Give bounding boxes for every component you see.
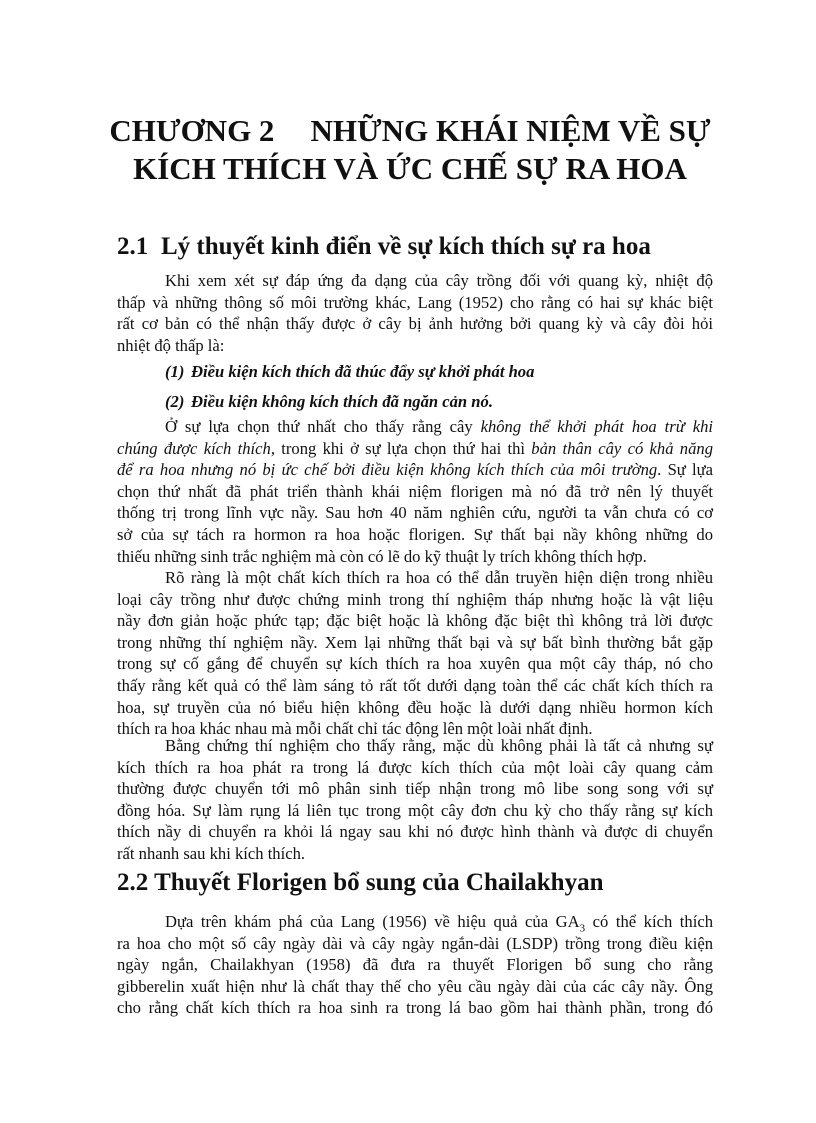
text-line: cho rằng chất kích thích ra hoa sinh ra trong lá bao gồm hai thành phần, trong đó bbox=[117, 998, 713, 1018]
paragraph-1 bbox=[117, 270, 713, 356]
text-line: thấy rằng kết quả có thể làm sáng tỏ rất tốt dưới dạng toàn thể các chất kích thích ra bbox=[117, 675, 713, 695]
text-line: hoa, sự truyền của nó biểu hiện không đều hoặc là dưới dạng nhiều hormon kích bbox=[117, 697, 713, 717]
text-line: thường được chuyển tới mô phân sinh tiếp nhận trong mô libe song song với sự bbox=[117, 779, 713, 799]
text-line: Bằng chứng thí nghiệm cho thấy rằng, mặc dù không phải là tất cả nhưng sự bbox=[165, 736, 713, 755]
text-line: loại cây trồng như được chứng minh trong thí nghiệm tháp nhưng hoặc là vật liệu bbox=[117, 589, 713, 609]
paragraph-4 bbox=[117, 735, 713, 865]
text-line: trong những thí nghiệm nầy. Xem lại những thất bại và sự bất bình thường bắt gặp bbox=[117, 632, 713, 652]
section-number: 2.1 bbox=[117, 233, 149, 260]
text-line: đồng hóa. Sự làm rụng lá liên tục trong một cây đơn chu kỳ cho thấy rằng sự kích bbox=[117, 800, 713, 820]
text-line: chọn thứ nhất đã phát triển thành khái niệm florigen mà nó đã trở nên lý thuyết bbox=[117, 481, 713, 501]
section-heading-2-2 bbox=[117, 868, 603, 898]
text-line: gibberelin xuất hiện như là chất thay thế cho yêu cầu ngày dài của các cây nầy. Ông bbox=[117, 976, 713, 996]
text-line: sở của sự tách ra hormon ra hoa hoặc florigen. Sự thất bại nầy không những do bbox=[117, 524, 713, 544]
text-line: ngày ngắn, Chailakhyan (1958) đã đưa ra thuyết Florigen bổ sung cho rằng bbox=[117, 955, 713, 975]
text-line: nầy đơn giản hoặc phức tạp; đặc biệt hoặc là không đặc biệt thì không trả lời được bbox=[117, 611, 713, 631]
paragraph-5 bbox=[117, 911, 713, 1019]
chapter-title-line-1 bbox=[100, 112, 720, 150]
text-line: nhiệt độ thấp là: bbox=[117, 335, 225, 355]
text-line: thiếu những sinh trắc nghiệm mà còn có lẽ do kỹ thuật ly trích không thích hợp. bbox=[117, 546, 647, 566]
section-title: Thuyết Florigen bổ sung của Chailakhyan bbox=[154, 869, 604, 896]
chapter-title bbox=[100, 112, 720, 188]
text-line: rất cơ bản có thể nhận thấy được ở cây bị ảnh hưởng bởi quang kỳ và cây đòi hỏi bbox=[117, 314, 713, 334]
section-title: Lý thuyết kinh điển về sự kích thích sự ra hoa bbox=[161, 233, 651, 260]
condition-1: (1) Điều kiện kích thích đã thúc đẩy sự khởi phát hoa bbox=[165, 362, 535, 381]
text-line: Khi xem xét sự đáp ứng đa dạng của cây trồng đối với quang kỳ, nhiệt độ bbox=[165, 271, 713, 290]
chapter-number: CHƯƠNG 2 bbox=[109, 113, 275, 148]
text-line: rất nhanh sau khi kích thích. bbox=[117, 843, 306, 863]
text-line: Ở sự lựa chọn thứ nhất cho thấy rằng cây không thể khởi phát hoa trừ khi bbox=[165, 417, 713, 436]
text-line: chúng được kích thích, trong khi ở sự lựa chọn thứ hai thì bản thân cây có khả năng bbox=[117, 438, 713, 458]
paragraph-2 bbox=[117, 416, 713, 567]
text-line: kích thích ra hoa phát ra trong lá được kích thích của một loài cây quang cảm bbox=[117, 757, 713, 777]
text-line: ra hoa cho một số cây ngày dài và cây ngày ngắn-dài (LSDP) trồng trong điều kiện bbox=[117, 933, 713, 953]
text-line: Dựa trên khám phá của Lang (1956) về hiệu quả của $GA_3$ có thể kích thích bbox=[165, 912, 713, 935]
paragraph-3 bbox=[117, 567, 713, 740]
text-line: trong sự cố gắng để chuyển sự kích thích ra hoa xuyên qua một cây tháp, nó cho bbox=[117, 654, 713, 674]
text-line: Rõ ràng là một chất kích thích ra hoa có thể dẫn truyền hiện diện trong nhiều bbox=[165, 568, 713, 587]
text-line: thích ra hoa khác nhau mà mỗi chất chỉ tác động lên một loài nhất định. bbox=[117, 719, 593, 739]
section-number: 2.2 bbox=[117, 869, 149, 896]
text-line: thích nầy di chuyển ra khỏi lá ngay sau khi nó được hình thành và được di chuyển bbox=[117, 822, 713, 842]
chapter-title-line-2: KÍCH THÍCH VÀ ỨC CHẾ SỰ RA HOA bbox=[133, 151, 687, 186]
text-line: thấp và những thông số môi trường khác, Lang (1952) cho rằng có hai sự khác biệt bbox=[117, 292, 713, 312]
text-line: thống trị trong lĩnh vực nầy. Sau hơn 40 năm nghiên cứu, người ta vẫn chưa có cơ bbox=[117, 503, 713, 523]
chapter-title-text-1: NHỮNG KHÁI NIỆM VỀ SỰ bbox=[310, 113, 711, 148]
condition-2: (2) Điều kiện không kích thích đã ngăn cản nó. bbox=[165, 392, 493, 411]
text-line: để ra hoa nhưng nó bị ức chế bởi điều kiện không kích thích của môi trường. Sự lựa bbox=[117, 460, 714, 480]
section-heading-2-1 bbox=[117, 232, 651, 262]
